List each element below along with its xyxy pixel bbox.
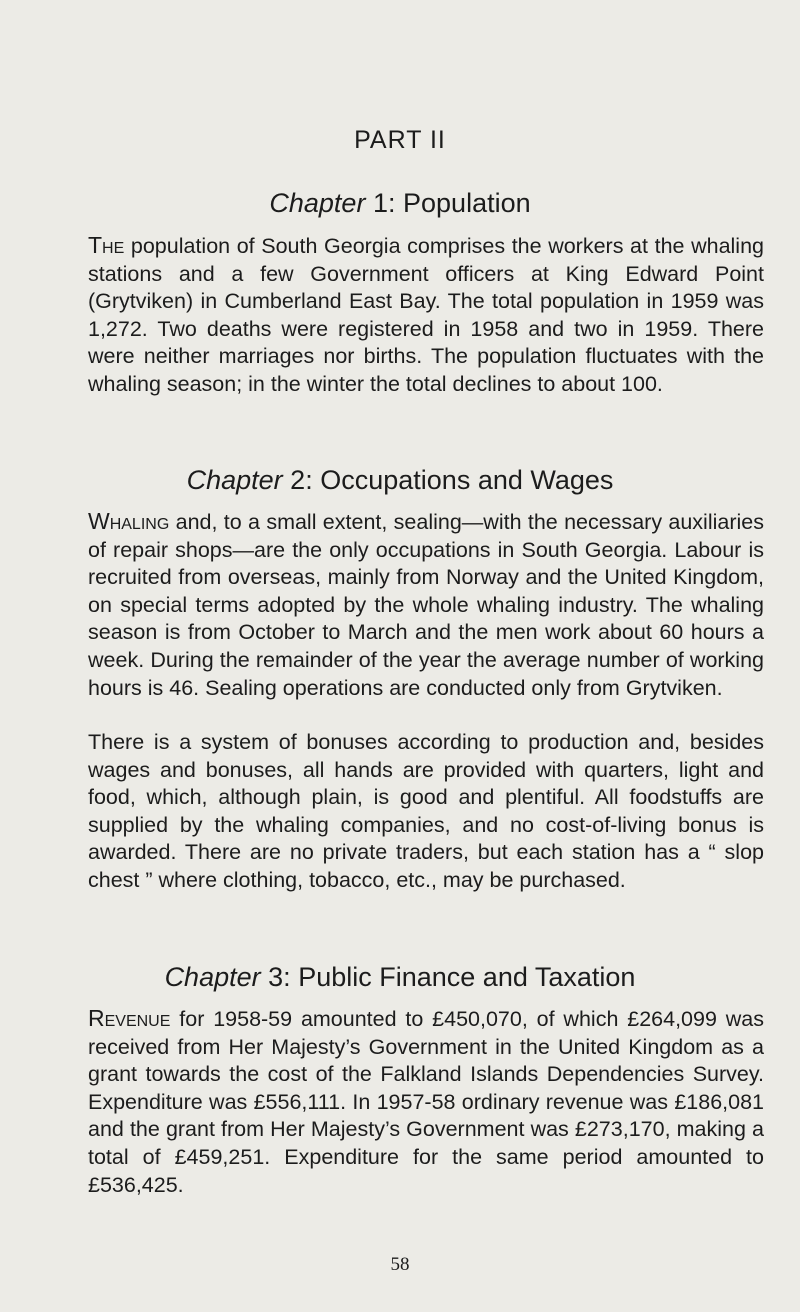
paragraph-body: population of South Georgia comprises the workers at the whaling stations and a few Government officers at King Edward Point (Grytviken) in Cumberland East Bay. The total population in 1959 was 1,272. Two deaths were registered in 1958 and two in 1959. There were neither marriages nor births. The population fluctuates with the whaling season; in the winter the total declines to about 100. bbox=[88, 234, 764, 396]
paragraph-lead-word: The bbox=[88, 232, 125, 258]
chapter-3-heading: Chapter 3: Public Finance and Taxation bbox=[164, 962, 636, 992]
chapter-1-heading: Chapter 1: Population bbox=[269, 188, 531, 218]
chapter-1-number: 1 bbox=[372, 188, 388, 218]
paragraph-body: for 1958-59 amounted to £450,070, of which £264,099 was received from Her Majesty’s Government in the United Kingdom as a grant towards the cost of the Falkland Islands Dependencies Survey. Expenditure was £556,111. In 1957-58 ordinary revenue was £186,081 and the grant from Her Majesty’s Government was £273,170, making a total of £459,251. Expenditure for the same period amounted to £536,425. bbox=[88, 1007, 764, 1197]
chapter-3-title: Public Finance and Taxation bbox=[298, 962, 636, 992]
chapter-2-paragraph-2 bbox=[88, 729, 764, 895]
paragraph-body: There is a system of bonuses according to production and, besides wages and bonuses, all hands are provided with quarters, light and food, which, although plain, is good and plentiful. All foodstuffs are supplied by the whaling companies, and no cost-of-living bonus is awarded. There are no private traders, but each station has a “ slop chest ” where clothing, tobacco, etc., may be purchased. bbox=[88, 730, 764, 892]
chapter-2-number: 2 bbox=[290, 465, 306, 495]
chapter-3-word: Chapter bbox=[164, 962, 261, 992]
paragraph-lead-word: Whaling bbox=[88, 508, 170, 534]
chapter-2-title: Occupations and Wages bbox=[320, 465, 614, 495]
chapter-1-paragraph-1 bbox=[88, 232, 764, 399]
chapter-2-heading: Chapter 2: Occupations and Wages bbox=[186, 465, 614, 495]
chapter-2-word: Chapter bbox=[186, 465, 283, 495]
chapter-1-title: Population bbox=[403, 188, 531, 218]
page-number: 58 bbox=[390, 1254, 410, 1275]
chapter-2-paragraph-1 bbox=[88, 508, 764, 702]
chapter-3-paragraph-1 bbox=[88, 1005, 764, 1199]
chapter-3-number: 3 bbox=[268, 962, 284, 992]
paragraph-body: and, to a small extent, sealing—with the necessary auxiliaries of repair shops—are the only occupations in South Georgia. Labour is recruited from overseas, mainly from Norway and the United Kingdom, on special terms adopted by the whole whaling industry. The whaling season is from October to March and the men work about 60 hours a week. During the remainder of the year the average number of working hours is 46. Sealing operations are conducted only from Grytviken. bbox=[88, 510, 764, 700]
part-title: PART II bbox=[354, 126, 446, 154]
chapter-1-word: Chapter bbox=[269, 188, 366, 218]
paragraph-lead-word: Revenue bbox=[88, 1005, 171, 1031]
